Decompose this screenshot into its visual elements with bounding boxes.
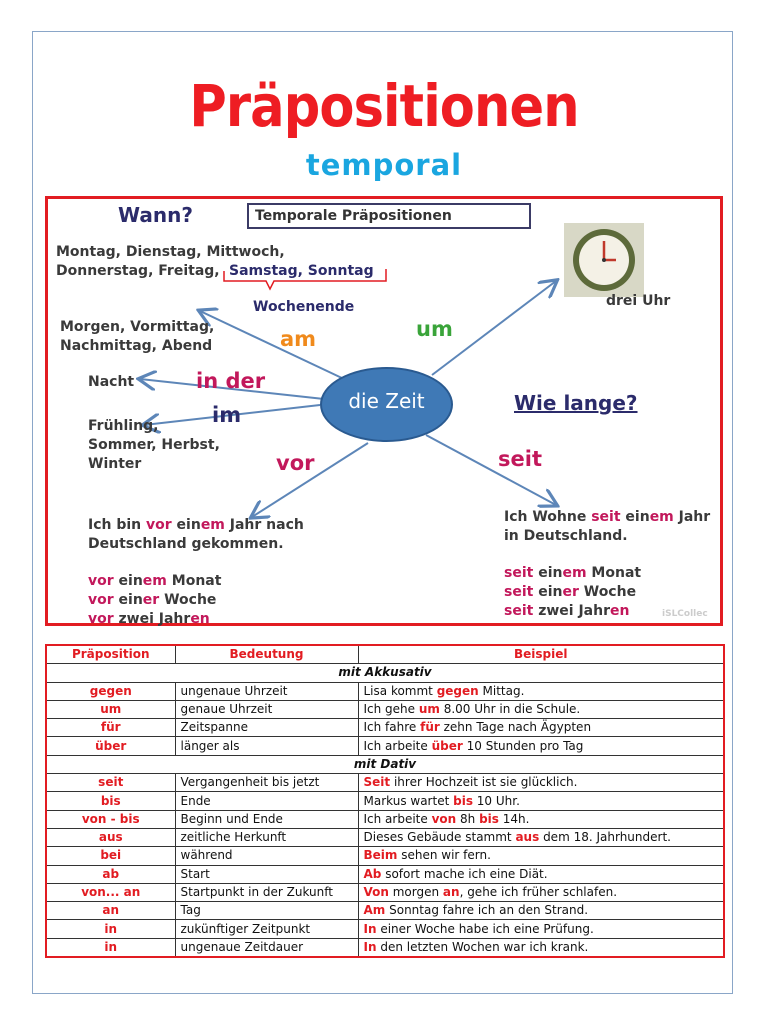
table-header-row xyxy=(46,645,724,664)
days-line-2a: Donnerstag, Freitag, xyxy=(56,263,220,279)
prepositions-table xyxy=(45,644,725,958)
cell-preposition: seit xyxy=(46,774,175,792)
example-text: 8.00 Uhr in die Schule. xyxy=(439,702,581,717)
example-text: 10 Uhr. xyxy=(472,793,520,808)
cell-meaning: ungenaue Uhrzeit xyxy=(175,682,358,700)
cell-preposition: aus xyxy=(46,828,175,846)
cell-preposition: von - bis xyxy=(46,810,175,828)
example-text: sehen wir fern. xyxy=(397,848,491,863)
cell-preposition: über xyxy=(46,737,175,755)
center-ellipse xyxy=(320,367,453,442)
cell-preposition: an xyxy=(46,902,175,920)
table-row xyxy=(46,774,724,792)
table-row xyxy=(46,700,724,718)
cell-meaning: Beginn und Ende xyxy=(175,810,358,828)
table-row xyxy=(46,920,724,938)
cell-meaning: während xyxy=(175,847,358,865)
seit-example-line-1: Ich Wohne seit einem Jahr xyxy=(504,509,711,525)
example-preposition: Ab xyxy=(363,866,382,881)
times-line-1: Morgen, Vormittag, xyxy=(60,319,215,335)
example-preposition: aus xyxy=(515,830,540,845)
example-preposition: gegen xyxy=(436,683,479,698)
example-text: einer Woche habe ich eine Prüfung. xyxy=(376,921,594,936)
table-row xyxy=(46,719,724,737)
cell-example xyxy=(358,865,724,883)
watermark: iSLCollec xyxy=(662,609,708,619)
example-text: Ich arbeite xyxy=(363,811,432,826)
cell-example xyxy=(358,938,724,957)
example-text: Mittag. xyxy=(478,683,525,698)
example-preposition: In xyxy=(363,921,377,936)
cell-preposition: für xyxy=(46,719,175,737)
table-row xyxy=(46,938,724,957)
example-preposition: In xyxy=(363,939,377,954)
cell-example xyxy=(358,828,724,846)
seasons-line-1: Frühling, xyxy=(88,418,159,434)
cell-meaning: Zeitspanne xyxy=(175,719,358,737)
example-text: Ich fahre xyxy=(363,720,421,735)
cell-meaning: länger als xyxy=(175,737,358,755)
weekend-label: Wochenende xyxy=(253,299,355,315)
cell-meaning: Startpunkt in der Zukunft xyxy=(175,883,358,901)
example-preposition: bis xyxy=(479,811,499,826)
cell-preposition: bis xyxy=(46,792,175,810)
table-row xyxy=(46,737,724,755)
example-text: 8h xyxy=(456,811,480,826)
seit-example-line-2: in Deutschland. xyxy=(504,528,628,544)
table-row xyxy=(46,810,724,828)
days-line-1: Montag, Dienstag, Mittwoch, xyxy=(56,244,285,260)
seit-list-item: seit zwei Jahren xyxy=(504,603,630,619)
table-row xyxy=(46,865,724,883)
example-text: ihrer Hochzeit ist sie glücklich. xyxy=(390,775,578,790)
label-seit: seit xyxy=(498,447,542,471)
cell-example xyxy=(358,810,724,828)
example-preposition: Am xyxy=(363,903,386,918)
example-text: , gehe ich früher schlafen. xyxy=(459,885,618,899)
example-text: morgen xyxy=(388,885,443,899)
table-section-row xyxy=(46,664,724,682)
vor-list-item: vor einer Woche xyxy=(88,592,217,608)
times-line-2: Nachmittag, Abend xyxy=(60,338,213,354)
example-text: den letzten Wochen war ich krank. xyxy=(376,939,589,954)
example-text: Markus wartet xyxy=(363,793,454,808)
example-text: sofort mache ich eine Diät. xyxy=(381,866,548,881)
header-bedeutung: Bedeutung xyxy=(175,645,358,664)
temporal-box xyxy=(247,203,531,229)
cell-meaning: zukünftiger Zeitpunkt xyxy=(175,920,358,938)
seit-list-item: seit einem Monat xyxy=(504,565,642,581)
vor-example-line-2: Deutschland gekommen. xyxy=(88,536,284,552)
cell-example xyxy=(358,719,724,737)
example-preposition: Von xyxy=(363,885,389,899)
night-label: Nacht xyxy=(88,374,135,390)
clock-image xyxy=(564,223,644,297)
section-label: mit Akkusativ xyxy=(46,664,724,682)
cell-example xyxy=(358,774,724,792)
page-title: Präpositionen xyxy=(189,72,579,140)
cell-example xyxy=(358,682,724,700)
mindmap-panel xyxy=(45,196,723,626)
cell-preposition: gegen xyxy=(46,682,175,700)
vor-list-item: vor einem Monat xyxy=(88,573,222,589)
vor-example-line-1: Ich bin vor einem Jahr nach xyxy=(88,517,304,533)
example-preposition: von xyxy=(431,811,457,826)
cell-preposition: bei xyxy=(46,847,175,865)
cell-example xyxy=(358,902,724,920)
example-preposition: Seit xyxy=(363,775,391,790)
cell-preposition: um xyxy=(46,700,175,718)
example-text: dem 18. Jahrhundert. xyxy=(539,830,671,845)
example-preposition: bis xyxy=(453,793,473,808)
wann-heading: Wann? xyxy=(118,203,193,227)
seit-list-item: seit einer Woche xyxy=(504,584,637,600)
header-praeposition: Präposition xyxy=(46,645,175,664)
label-am: am xyxy=(280,327,317,351)
example-preposition: an xyxy=(442,885,460,899)
label-in-der: in der xyxy=(196,369,266,393)
cell-preposition: ab xyxy=(46,865,175,883)
drei-uhr-label: drei Uhr xyxy=(606,293,671,309)
example-text: 10 Stunden pro Tag xyxy=(462,738,584,753)
cell-meaning: Tag xyxy=(175,902,358,920)
example-preposition: für xyxy=(420,720,440,735)
clock-icon xyxy=(564,223,644,297)
cell-meaning: Vergangenheit bis jetzt xyxy=(175,774,358,792)
table-row xyxy=(46,792,724,810)
cell-preposition: in xyxy=(46,920,175,938)
vor-list-item: vor zwei Jahren xyxy=(88,611,210,627)
cell-example xyxy=(358,847,724,865)
cell-example xyxy=(358,700,724,718)
cell-meaning: genaue Uhrzeit xyxy=(175,700,358,718)
example-text: zehn Tage nach Ägypten xyxy=(439,720,592,735)
label-im: im xyxy=(212,403,242,427)
cell-meaning: Ende xyxy=(175,792,358,810)
table-section-row xyxy=(46,755,724,773)
cell-preposition: in xyxy=(46,938,175,957)
example-text: Ich gehe xyxy=(363,702,419,717)
seasons-line-2: Sommer, Herbst, xyxy=(88,437,220,453)
days-line-2b: Samstag, Sonntag xyxy=(229,263,374,279)
table-row xyxy=(46,682,724,700)
example-text: 14h. xyxy=(498,811,530,826)
cell-preposition: von... an xyxy=(46,883,175,901)
table-row xyxy=(46,883,724,901)
example-preposition: Beim xyxy=(363,848,398,863)
example-preposition: um xyxy=(418,702,440,717)
wie-lange-heading: Wie lange? xyxy=(514,391,638,415)
center-label: die Zeit xyxy=(348,389,425,413)
example-preposition: über xyxy=(431,738,463,753)
example-text: Lisa kommt xyxy=(363,683,437,698)
table-row xyxy=(46,902,724,920)
section-label: mit Dativ xyxy=(46,755,724,773)
example-text: Sonntag fahre ich an den Strand. xyxy=(385,903,589,918)
temporal-box-title: Temporale Präpositionen xyxy=(255,208,452,224)
cell-meaning: zeitliche Herkunft xyxy=(175,828,358,846)
seasons-line-3: Winter xyxy=(88,456,142,472)
label-um: um xyxy=(416,317,453,341)
table-row xyxy=(46,828,724,846)
page-subtitle: temporal xyxy=(305,148,463,182)
cell-meaning: ungenaue Zeitdauer xyxy=(175,938,358,957)
cell-example xyxy=(358,737,724,755)
cell-example xyxy=(358,920,724,938)
label-vor: vor xyxy=(276,451,315,475)
table-row xyxy=(46,847,724,865)
example-text: Dieses Gebäude stammt xyxy=(363,830,516,845)
cell-example xyxy=(358,883,724,901)
example-text: Ich arbeite xyxy=(363,738,432,753)
header-beispiel: Beispiel xyxy=(358,645,724,664)
cell-example xyxy=(358,792,724,810)
cell-meaning: Start xyxy=(175,865,358,883)
